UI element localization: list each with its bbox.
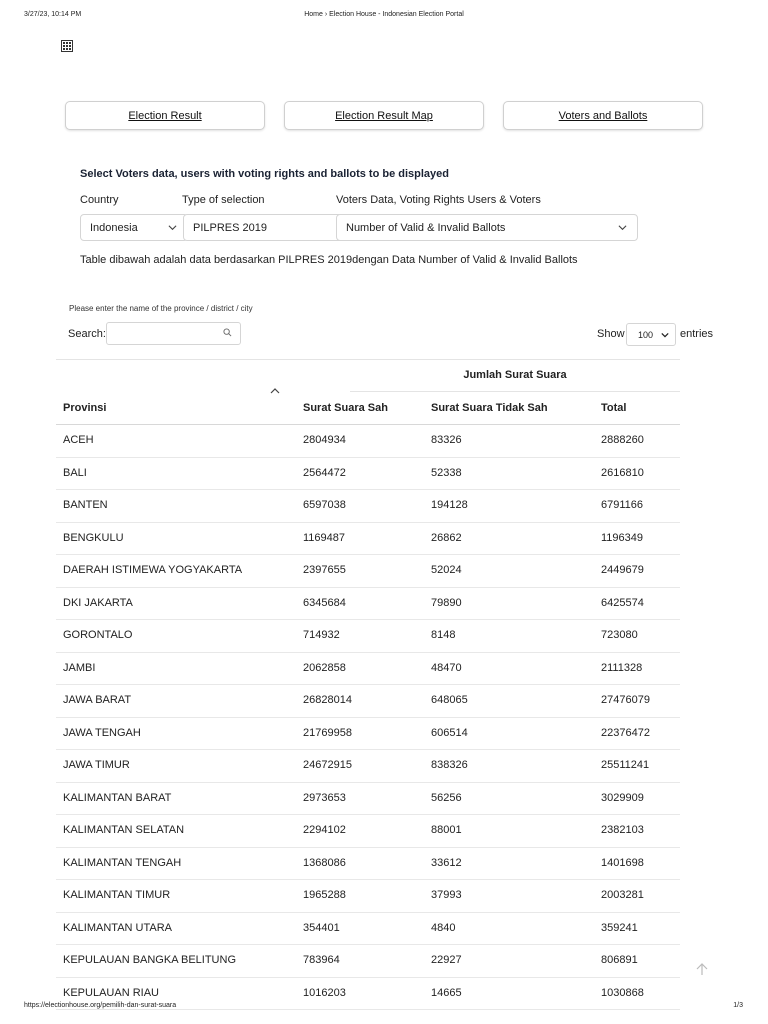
cell-surat-suara-sah: 21769958 [303,726,352,739]
cell-provinsi: GORONTALO [63,629,133,641]
nav-tabs [65,101,704,130]
group-header-jumlah-surat-suara: Jumlah Surat Suara [350,360,680,392]
table-row [56,848,680,881]
country-select[interactable] [80,214,188,241]
data-select-value: Number of Valid & Invalid Ballots [346,221,506,234]
cell-total: 2111328 [601,661,643,674]
cell-surat-suara-tidak-sah: 48470 [431,661,462,674]
cell-total: 2888260 [601,434,644,446]
cell-surat-suara-sah: 2397655 [303,564,346,576]
cell-surat-suara-tidak-sah: 37993 [431,889,462,901]
cell-surat-suara-tidak-sah: 648065 [431,694,468,706]
cell-total: 2616810 [601,466,644,479]
cell-provinsi: JAWA TIMUR [63,759,130,771]
cell-total: 1030868 [601,986,644,999]
cell-provinsi: KEPULAUAN RIAU [63,986,159,999]
table-row [56,653,680,686]
entries-select-value: 100 [638,329,654,340]
cell-surat-suara-sah: 714932 [303,629,340,641]
entries-select[interactable] [626,323,676,346]
entries-label: entries [680,328,714,340]
table-row [56,750,680,783]
cell-surat-suara-sah: 2062858 [303,661,346,674]
cell-surat-suara-tidak-sah: 14665 [431,986,462,999]
cell-total: 359241 [601,921,638,934]
table-row [56,783,680,816]
search-icon [223,328,232,337]
tab-voters-and-ballots[interactable]: Voters and Ballots [503,101,703,130]
table-row [56,685,680,718]
tab-election-result-map[interactable]: Election Result Map [284,101,484,130]
cell-surat-suara-tidak-sah: 79890 [431,596,462,609]
table-row [56,815,680,848]
cell-surat-suara-sah: 1016203 [303,986,346,999]
cell-surat-suara-sah: 1368086 [303,856,346,869]
cell-provinsi: KALIMANTAN TENGAH [63,856,182,869]
print-url: https://electionhouse.org/pemilih-dan-surat-suara [24,1002,177,1009]
cell-provinsi: BANTEN [63,499,108,511]
table-row [56,458,680,491]
cell-surat-suara-sah: 1965288 [303,889,346,901]
arrow-up-icon[interactable] [695,962,709,976]
table-row [56,718,680,751]
cell-surat-suara-sah: 2564472 [303,466,346,479]
cell-provinsi: KALIMANTAN TIMUR [63,889,171,901]
table-group-header-row [56,359,680,392]
cell-provinsi: KALIMANTAN SELATAN [63,824,185,836]
column-header-provinsi[interactable]: Provinsi [63,402,107,414]
cell-total: 6791166 [601,499,644,511]
table-row [56,588,680,621]
cell-total: 1196349 [601,531,644,544]
table-body [56,425,680,1010]
show-label: Show [597,328,625,340]
search-label: Search: [68,328,106,340]
data-select[interactable] [336,214,638,241]
cell-provinsi: ACEH [63,434,94,446]
print-page-number: 1/3 [733,1002,743,1009]
cell-surat-suara-tidak-sah: 83326 [431,434,462,446]
cell-provinsi: DAERAH ISTIMEWA YOGYAKARTA [63,564,243,576]
data-label: Voters Data, Voting Rights Users & Voters [336,194,541,206]
table-row [56,490,680,523]
search-hint: Please enter the name of the province / district / city [69,304,253,313]
cell-provinsi: KEPULAUAN BANGKA BELITUNG [63,954,236,966]
chevron-down-icon [618,223,627,232]
cell-surat-suara-tidak-sah: 56256 [431,791,462,804]
cell-total: 6425574 [601,596,644,609]
cell-total: 3029909 [601,791,644,804]
cell-provinsi: BALI [63,466,87,479]
print-timestamp: 3/27/23, 10:14 PM [24,11,82,18]
table-note: Table dibawah adalah data berdasarkan PILPRES 2019dengan Data Number of Valid & Invalid Ballots [80,254,578,266]
cell-provinsi: BENGKULU [63,531,124,544]
search-input[interactable] [106,322,241,345]
type-select[interactable] [183,214,343,241]
type-select-value: PILPRES 2019 [193,221,267,234]
country-select-value: Indonesia [90,221,138,234]
table-row [56,945,680,978]
filter-heading: Select Voters data, users with voting rights and ballots to be displayed [80,168,449,180]
grid-logo-icon[interactable] [61,40,73,52]
cell-surat-suara-sah: 24672915 [303,759,352,771]
column-header-surat-suara-sah[interactable]: Surat Suara Sah [303,402,388,414]
cell-provinsi: KALIMANTAN BARAT [63,791,172,804]
cell-surat-suara-tidak-sah: 52338 [431,466,462,479]
column-header-surat-suara-tidak-sah[interactable]: Surat Suara Tidak Sah [431,402,548,414]
cell-provinsi: JAMBI [63,661,96,674]
cell-surat-suara-tidak-sah: 606514 [431,726,468,739]
cell-surat-suara-sah: 354401 [303,921,340,934]
cell-total: 2003281 [601,889,644,901]
cell-surat-suara-sah: 2973653 [303,791,346,804]
cell-surat-suara-sah: 26828014 [303,694,352,706]
cell-surat-suara-tidak-sah: 8148 [431,629,456,641]
cell-total: 806891 [601,954,638,966]
cell-total: 22376472 [601,726,650,739]
table-row [56,880,680,913]
cell-total: 25511241 [601,759,650,771]
cell-provinsi: JAWA BARAT [63,694,132,706]
cell-total: 27476079 [601,694,650,706]
cell-surat-suara-sah: 2294102 [303,824,346,836]
cell-total: 2382103 [601,824,644,836]
cell-total: 1401698 [601,856,644,869]
tab-election-result[interactable]: Election Result [65,101,265,130]
cell-provinsi: DKI JAKARTA [63,596,133,609]
cell-surat-suara-tidak-sah: 52024 [431,564,462,576]
table-header-row [56,392,680,425]
ballots-table [56,359,680,1010]
cell-surat-suara-tidak-sah: 22927 [431,954,462,966]
cell-total: 723080 [601,629,638,641]
cell-provinsi: JAWA TENGAH [63,726,141,739]
column-header-total[interactable]: Total [601,402,627,414]
cell-surat-suara-sah: 1169487 [303,531,346,544]
cell-total: 2449679 [601,564,644,576]
cell-surat-suara-tidak-sah: 4840 [431,921,456,934]
type-label: Type of selection [182,194,265,206]
cell-surat-suara-tidak-sah: 26862 [431,531,462,544]
cell-surat-suara-tidak-sah: 194128 [431,499,468,511]
chevron-down-icon [168,223,177,232]
cell-provinsi: KALIMANTAN UTARA [63,921,172,934]
table-row [56,523,680,556]
chevron-down-icon [661,331,669,339]
cell-surat-suara-sah: 6597038 [303,499,346,511]
cell-surat-suara-sah: 6345684 [303,596,346,609]
cell-surat-suara-sah: 783964 [303,954,340,966]
table-row [56,913,680,946]
print-page-title: Home › Election House - Indonesian Election Portal [304,11,464,18]
table-row [56,620,680,653]
cell-surat-suara-tidak-sah: 88001 [431,824,462,836]
cell-surat-suara-sah: 2804934 [303,434,346,446]
table-row [56,555,680,588]
table-row [56,425,680,458]
cell-surat-suara-tidak-sah: 33612 [431,856,462,869]
country-label: Country [80,194,119,206]
print-header [0,11,768,23]
cell-surat-suara-tidak-sah: 838326 [431,759,468,771]
